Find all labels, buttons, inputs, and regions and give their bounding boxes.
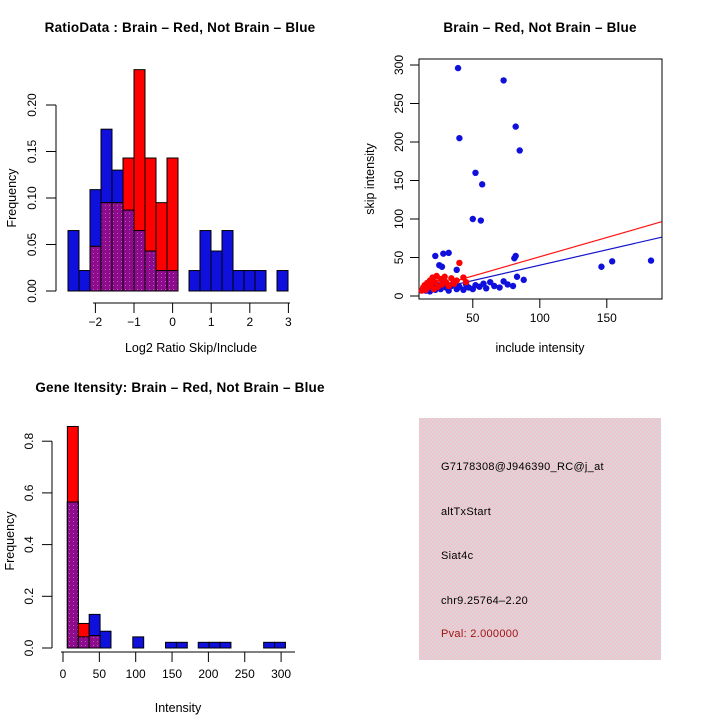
panel-info-box xyxy=(360,360,720,720)
svg-text:100: 100 xyxy=(529,311,550,325)
svg-text:150: 150 xyxy=(392,170,406,191)
svg-text:100: 100 xyxy=(392,208,406,230)
histogram-bars xyxy=(68,70,288,291)
locus-text: chr9.25764–2.20 xyxy=(441,595,529,607)
gene-histogram-title: Gene Itensity: Brain – Red, Not Brain – Blue xyxy=(35,380,325,395)
panel-intensity-scatter xyxy=(360,0,720,360)
histogram-bars xyxy=(67,426,285,648)
gene-symbol-text: Siat4c xyxy=(441,550,474,562)
ratio-histogram-x-axis-label: Log2 Ratio Skip/Include xyxy=(124,341,258,355)
gene-histogram-y-axis-label: Frequency xyxy=(3,511,17,571)
svg-text:250: 250 xyxy=(392,93,406,114)
svg-text:100: 100 xyxy=(125,667,146,681)
svg-text:0: 0 xyxy=(392,292,406,300)
tick-labels xyxy=(22,433,291,681)
svg-text:300: 300 xyxy=(271,667,292,681)
gene-histogram-x-axis-label: Intensity xyxy=(154,701,202,715)
svg-text:0.8: 0.8 xyxy=(22,432,36,450)
svg-text:250: 250 xyxy=(234,667,255,681)
svg-text:2: 2 xyxy=(246,315,254,329)
svg-text:0.6: 0.6 xyxy=(22,484,36,502)
svg-text:0.0: 0.0 xyxy=(22,639,36,657)
panel-gene-intensity-histogram xyxy=(0,360,360,720)
svg-text:50: 50 xyxy=(392,250,406,265)
svg-text:200: 200 xyxy=(198,667,219,681)
svg-text:−1: −1 xyxy=(127,315,141,329)
panel-ratio-histogram xyxy=(0,0,360,360)
svg-text:200: 200 xyxy=(392,131,406,153)
ratio-histogram-y-axis-label: Frequency xyxy=(5,168,19,228)
scatter-title: Brain – Red, Not Brain – Blue xyxy=(443,20,637,35)
svg-text:0.00: 0.00 xyxy=(25,279,39,303)
svg-text:1: 1 xyxy=(207,315,215,329)
svg-text:0.4: 0.4 xyxy=(22,536,36,553)
scatter-x-axis-label: include intensity xyxy=(495,341,585,355)
axes xyxy=(410,65,607,308)
svg-text:0: 0 xyxy=(59,667,67,681)
info-box xyxy=(419,418,661,660)
svg-text:0.20: 0.20 xyxy=(25,93,39,117)
svg-text:0: 0 xyxy=(169,315,176,329)
probe-id-text: G7178308@J946390_RC@j_at xyxy=(441,461,604,473)
svg-text:0.2: 0.2 xyxy=(22,587,36,605)
svg-text:150: 150 xyxy=(162,667,183,681)
svg-text:150: 150 xyxy=(596,311,617,325)
scatter-y-axis-label: skip intensity xyxy=(363,143,377,215)
plot-box xyxy=(419,59,662,299)
svg-text:3: 3 xyxy=(285,315,292,329)
svg-text:50: 50 xyxy=(92,667,107,681)
svg-text:0.15: 0.15 xyxy=(25,139,39,164)
points-not-brain xyxy=(423,65,655,295)
gene-intensity-histogram-plot xyxy=(0,360,360,720)
svg-text:−2: −2 xyxy=(88,315,103,329)
svg-text:300: 300 xyxy=(392,54,406,76)
intensity-scatter-plot xyxy=(360,0,720,360)
svg-text:50: 50 xyxy=(466,311,480,325)
event-type-text: altTxStart xyxy=(441,506,492,518)
ratio-histogram-plot xyxy=(0,0,360,360)
pval-text: Pval: 2.000000 xyxy=(441,628,519,640)
svg-text:0.05: 0.05 xyxy=(25,232,39,257)
ratio-histogram-title: RatioData : Brain – Red, Not Brain – Blue xyxy=(44,20,316,35)
svg-text:0.10: 0.10 xyxy=(25,186,39,210)
